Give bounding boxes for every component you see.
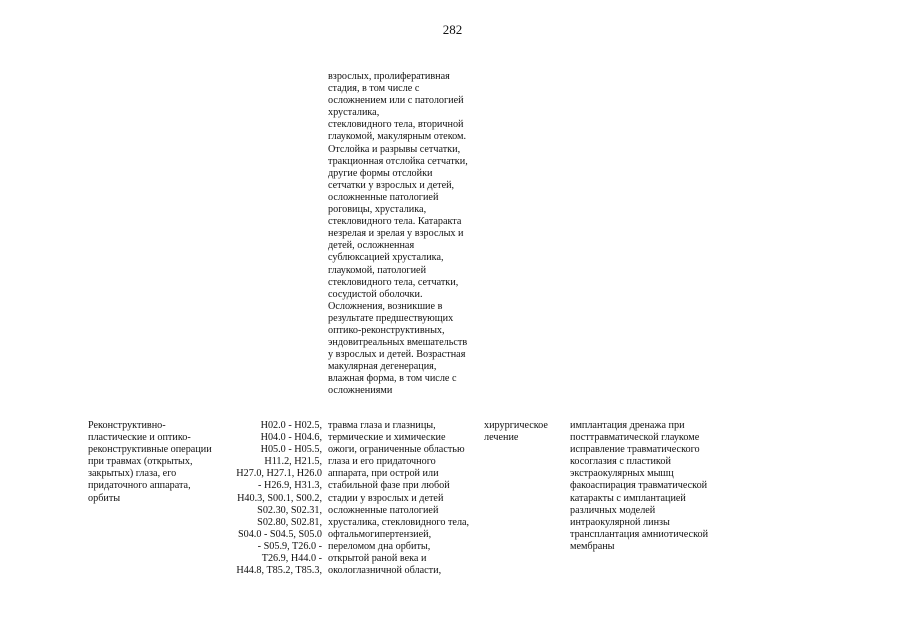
treatment-method-line: посттравматической глаукоме <box>570 432 700 444</box>
icd-code-line: S04.0 - S04.5, S05.0 <box>237 528 322 540</box>
continuation-description-line: у взрослых и детей. Возрастная <box>328 349 466 361</box>
treatment-method-line: исправление травматического <box>570 444 700 456</box>
treatment-method-line: мембраны <box>570 540 615 552</box>
icd-code-line: S02.80, S02.81, <box>257 516 322 528</box>
description-line: стадии у взрослых и детей <box>328 492 444 504</box>
intervention-name-line: при травмах (открытых, <box>88 456 193 468</box>
continuation-description-line: стекловидного тела, вторичной <box>328 119 464 131</box>
continuation-description-cell <box>328 71 468 398</box>
intervention-name-line: закрытых) глаза, его <box>88 468 177 480</box>
page-number: 282 <box>442 22 463 37</box>
description-line: аппарата, при острой или <box>328 468 439 480</box>
continuation-description-line: глаукомой, макулярным отеком. <box>328 131 467 143</box>
intervention-name-line: Реконструктивно- <box>88 420 166 431</box>
icd-code-line: S02.30, S02.31, <box>257 504 322 516</box>
icd-code-line: - S05.9, T26.0 - <box>257 540 322 552</box>
continuation-description-line: осложнениями <box>328 385 393 397</box>
intervention-name-line: придаточного аппарата, <box>88 480 191 492</box>
treatment-method-line: косоглазия с пластикой <box>570 456 671 468</box>
continuation-description-line: тракционная отслойка сетчатки, <box>328 155 468 167</box>
icd-code-line: H40.3, S00.1, S00.2, <box>237 492 322 504</box>
treatment-method-line: интраокулярной линзы <box>570 516 670 528</box>
icd-code-line: H04.0 - H04.6, <box>260 432 322 444</box>
intervention-name-cell <box>88 420 212 505</box>
icd-codes-cell <box>228 420 322 577</box>
intervention-name-line: реконструктивные операции <box>88 444 212 456</box>
icd-code-line: - H26.9, H31.3, <box>258 480 322 492</box>
treatment-method-line: факоаспирация травматической <box>570 480 708 492</box>
icd-code-line: T26.9, H44.0 - <box>261 553 322 565</box>
description-line: переломом дна орбиты, <box>328 540 431 552</box>
treatment-method-line: экстраокулярных мышц <box>570 468 674 480</box>
icd-code-line: H11.2, H21.5, <box>264 456 322 468</box>
treatment-method-cell <box>570 420 708 553</box>
description-line: стабильной фазе при любой <box>328 480 450 492</box>
continuation-description-line: стадия, в том числе с <box>328 83 420 95</box>
description-line: открытой раной века и <box>328 553 427 565</box>
continuation-description-line: эндовитреальных вмешательств <box>328 337 468 349</box>
continuation-description-line: Отслойка и разрывы сетчатки, <box>328 143 461 155</box>
continuation-description-line: осложненные патологией <box>328 191 439 203</box>
continuation-description-line: Осложнения, возникшие в <box>328 300 443 312</box>
continuation-description-line: стекловидного тела, сетчатки, <box>328 276 459 288</box>
description-line: термические и химические <box>328 432 446 444</box>
treatment-method-line: имплантация дренажа при <box>570 420 685 431</box>
description-line: глаза и его придаточного <box>328 456 436 468</box>
continuation-description-line: взрослых, пролиферативная <box>328 71 450 82</box>
treatment-method-line: катаракты с имплантацией <box>570 492 686 504</box>
description-line: окологлазничной области, <box>328 565 442 577</box>
continuation-description-line: сублюксацией хрусталика, <box>328 252 444 264</box>
continuation-description-line: макулярная дегенерация, <box>328 361 437 373</box>
treatment-method-line: различных моделей <box>570 504 656 516</box>
description-cell <box>328 420 469 577</box>
continuation-description-line: результате предшествующих <box>328 312 454 324</box>
continuation-description-line: хрусталика, <box>328 107 380 119</box>
continuation-description-line: сетчатки у взрослых и детей, <box>328 179 455 191</box>
treatment-method-line: трансплантация амниотической <box>570 528 709 540</box>
icd-code-line: H27.0, H27.1, H26.0 <box>236 468 322 480</box>
description-line: офтальмогипертензией, <box>328 528 432 540</box>
description-line: хрусталика, стекловидного тела, <box>328 516 470 528</box>
icd-code-line: H05.0 - H05.5, <box>260 444 322 456</box>
description-line: травма глаза и глазницы, <box>328 420 436 431</box>
continuation-description-line: влажная форма, в том числе с <box>328 373 457 385</box>
continuation-description-line: роговицы, хрусталика, <box>328 204 427 216</box>
icd-code-line: H02.0 - H02.5, <box>260 420 322 431</box>
icd-code-line: H44.8, T85.2, T85.3, <box>236 565 322 577</box>
continuation-description-line: стекловидного тела. Катаракта <box>328 216 462 228</box>
treatment-type-cell <box>484 420 548 444</box>
continuation-description-line: незрелая и зрелая у взрослых и <box>328 228 464 240</box>
continuation-description-line: детей, осложненная <box>328 240 415 252</box>
description-line: осложненные патологией <box>328 504 439 516</box>
description-line: ожоги, ограниченные областью <box>328 444 465 456</box>
continuation-description-line: оптико-реконструктивных, <box>328 324 445 336</box>
intervention-name-line: пластические и оптико- <box>88 432 191 444</box>
continuation-description-line: осложнением или с патологией <box>328 95 464 107</box>
continuation-description-line: сосудистой оболочки. <box>328 288 423 300</box>
treatment-type-line: хирургическое <box>484 420 548 431</box>
continuation-description-line: глаукомой, патологией <box>328 264 427 276</box>
continuation-description-line: другие формы отслойки <box>328 167 433 179</box>
treatment-type-line: лечение <box>484 432 519 444</box>
intervention-name-line: орбиты <box>88 492 121 504</box>
